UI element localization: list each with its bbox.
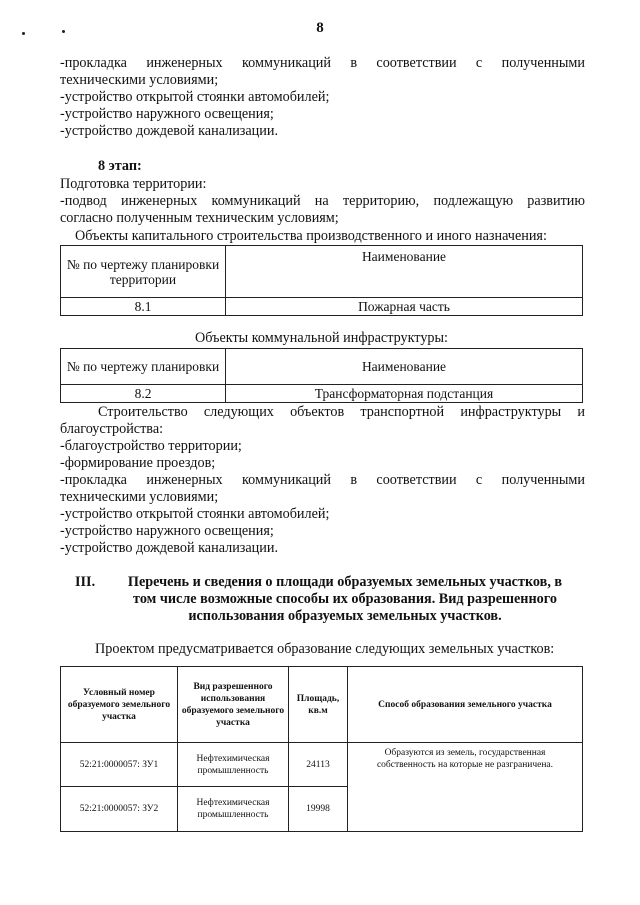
text-line: техническими условиями;	[60, 72, 219, 88]
table-objects-production	[60, 245, 583, 316]
cell-plot-id: 52:21:0000057: ЗУ1	[61, 743, 178, 787]
text-line: -прокладка инженерных коммуникаций в соответствии с полученными	[60, 55, 585, 71]
text-line: -устройство наружного освещения;	[60, 106, 274, 122]
text-line: -прокладка инженерных коммуникаций в соответствии с полученными	[60, 472, 585, 488]
text-line: благоустройства:	[60, 421, 164, 437]
text-line: -формирование проездов;	[60, 455, 216, 471]
text-line: -благоустройство территории;	[60, 438, 242, 454]
table2-caption: Объекты коммунальной инфраструктуры:	[195, 330, 448, 346]
cell-name: Трансформаторная подстанция	[226, 385, 583, 403]
table-header-row	[61, 349, 583, 385]
column-header: № по чертежу планировки территории	[61, 246, 226, 298]
column-header: Способ образования земельного участка	[348, 667, 583, 743]
text-line: -устройство дождевой канализации.	[60, 123, 279, 139]
table-row	[61, 298, 583, 316]
table-row	[61, 743, 583, 787]
text-line: техническими условиями;	[60, 489, 219, 505]
cell-plot-id: 52:21:0000057: ЗУ2	[61, 787, 178, 832]
table-communal-infrastructure	[60, 348, 583, 403]
text-line: -устройство дождевой канализации.	[60, 540, 279, 556]
section-number: III.	[75, 574, 96, 590]
section-title-line: Перечень и сведения о площади образуемых земельных участков, в	[127, 574, 563, 590]
table-land-plots	[60, 666, 583, 832]
column-header: Наименование	[226, 246, 583, 298]
cell-area: 24113	[289, 743, 348, 787]
text-line: -устройство наружного освещения;	[60, 523, 274, 539]
table1-caption: Объекты капитального строительства производственного и иного назначения:	[75, 228, 547, 244]
text-line: Строительство следующих объектов транспортной инфраструктуры и	[98, 404, 585, 420]
cell-formation-method: Образуются из земель, государственная собственность на которые не разграничена.	[348, 743, 583, 832]
section-title	[110, 574, 580, 625]
column-header: Площадь, кв.м	[289, 667, 348, 743]
cell-permitted-use: Нефтехимическая промышленность	[178, 743, 289, 787]
section-title-line: использования образуемых земельных участков.	[188, 608, 502, 624]
text-line: -устройство открытой стоянки автомобилей;	[60, 89, 330, 105]
table-header-row	[61, 667, 583, 743]
column-header: Условный номер образуемого земельного участка	[61, 667, 178, 743]
text-line: -устройство открытой стоянки автомобилей;	[60, 506, 330, 522]
cell-number: 8.2	[61, 385, 226, 403]
table-row	[61, 385, 583, 403]
table-header-row	[61, 246, 583, 298]
cell-number: 8.1	[61, 298, 226, 316]
text-line: -подвод инженерных коммуникаций на территорию, подлежащую развитию	[60, 193, 585, 209]
cell-area: 19998	[289, 787, 348, 832]
text-line: согласно полученным техническим условиям;	[60, 210, 339, 226]
column-header: Вид разрешенного использования образуемого земельного участка	[178, 667, 289, 743]
cell-name: Пожарная часть	[226, 298, 583, 316]
section-title-line: том числе возможные способы их образования. Вид разрешенного	[133, 591, 557, 607]
stage-heading: 8 этап:	[98, 158, 142, 174]
text-line: Подготовка территории:	[60, 176, 207, 192]
page-number: 8	[316, 20, 324, 36]
intro-text: Проектом предусматривается образование следующих земельных участков:	[95, 641, 555, 657]
column-header: № по чертежу планировки	[61, 349, 226, 385]
column-header: Наименование	[226, 349, 583, 385]
cell-permitted-use: Нефтехимическая промышленность	[178, 787, 289, 832]
